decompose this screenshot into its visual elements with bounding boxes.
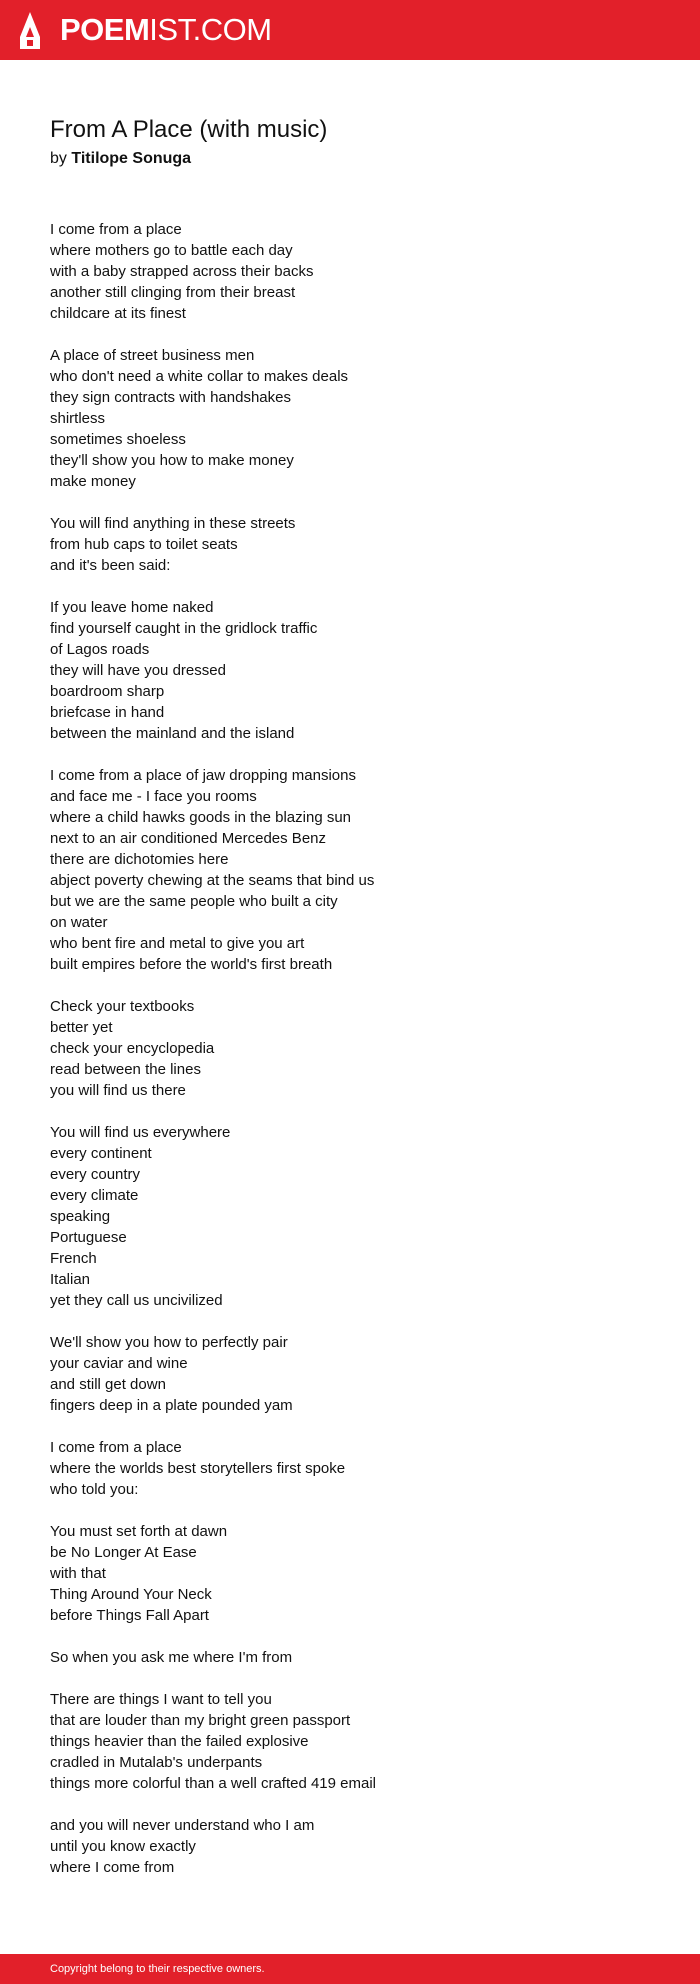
poem-line: there are dichotomies here	[50, 851, 229, 868]
poem-line: briefcase in hand	[50, 704, 165, 721]
site-logo[interactable]	[60, 12, 272, 48]
poem-line: things more colorful than a well crafted 419 email	[50, 1775, 377, 1792]
poem-line: with that	[50, 1565, 106, 1582]
poem-line: and still get down	[50, 1376, 166, 1393]
poem-line: Thing Around Your Neck	[50, 1586, 212, 1603]
poem-line: You will find us everywhere	[50, 1124, 231, 1141]
poem-line: where the worlds best storytellers first spoke	[50, 1460, 346, 1477]
poem-line: things heavier than the failed explosive	[50, 1733, 309, 1750]
poem-line: that are louder than my bright green passport	[50, 1712, 351, 1729]
poem-line: with a baby strapped across their backs	[50, 263, 314, 280]
poem-line: every continent	[50, 1145, 152, 1162]
author-name: Titilope Sonuga	[71, 150, 192, 167]
poem-line: shirtless	[50, 410, 106, 427]
poem-line: you will find us there	[50, 1082, 186, 1099]
poem-line: check your encyclopedia	[50, 1040, 215, 1057]
poem-stanza	[50, 1521, 650, 1626]
poem-body	[50, 219, 650, 1899]
poem-stanza	[50, 1689, 650, 1794]
poem-line: next to an air conditioned Mercedes Benz	[50, 830, 326, 847]
poem-line: between the mainland and the island	[50, 725, 295, 742]
poem-line: You must set forth at dawn	[50, 1523, 228, 1540]
poem-line: better yet	[50, 1019, 113, 1036]
poem-line: I come from a place	[50, 1439, 182, 1456]
poem-line: your caviar and wine	[50, 1355, 188, 1372]
poem-line: they sign contracts with handshakes	[50, 389, 291, 406]
poem-stanza	[50, 513, 650, 576]
pencil-tip-icon-graphic	[16, 11, 44, 51]
poem-line: yet they call us uncivilized	[50, 1292, 223, 1309]
poem-line: French	[50, 1250, 97, 1267]
poem-line: be No Longer At Ease	[50, 1544, 197, 1561]
poem-line: I come from a place of jaw dropping mansions	[50, 767, 356, 784]
poem-line: until you know exactly	[50, 1838, 196, 1855]
logo-light-text: IST.COM	[149, 12, 272, 47]
poem-stanza	[50, 1647, 650, 1668]
poem-line: who don't need a white collar to makes deals	[50, 368, 349, 385]
poem-line: abject poverty chewing at the seams that bind us	[50, 872, 375, 889]
poem-line: Italian	[50, 1271, 91, 1288]
poem-line: every country	[50, 1166, 141, 1183]
poem-line: boardroom sharp	[50, 683, 165, 700]
site-footer	[0, 1954, 700, 1984]
poem-line: they will have you dressed	[50, 662, 226, 679]
poem-line: of Lagos roads	[50, 641, 150, 658]
poem-line: before Things Fall Apart	[50, 1607, 209, 1624]
poem-line: sometimes shoeless	[50, 431, 186, 448]
poem-byline	[50, 148, 191, 170]
poem-line: and you will never understand who I am	[50, 1817, 315, 1834]
poem-stanza	[50, 1332, 650, 1416]
poem-line: find yourself caught in the gridlock traffic	[50, 620, 318, 637]
poem-line: where I come from	[50, 1859, 175, 1876]
poem-line: read between the lines	[50, 1061, 201, 1078]
poem-stanza	[50, 1122, 650, 1311]
poem-stanza	[50, 345, 650, 492]
poem-line: every climate	[50, 1187, 139, 1204]
poem-line: who told you:	[50, 1481, 139, 1498]
poem-line: and face me - I face you rooms	[50, 788, 257, 805]
poem-line: Check your textbooks	[50, 998, 195, 1015]
poem-stanza	[50, 597, 650, 744]
poem-line: where a child hawks goods in the blazing sun	[50, 809, 352, 826]
poem-line: and it's been said:	[50, 557, 171, 574]
poem-line: You will find anything in these streets	[50, 515, 296, 532]
poem-line: where mothers go to battle each day	[50, 242, 293, 259]
poem-line: So when you ask me where I'm from	[50, 1649, 293, 1666]
poem-line: but we are the same people who built a city	[50, 893, 338, 910]
poem-line: I come from a place	[50, 221, 182, 238]
poem-line: from hub caps to toilet seats	[50, 536, 238, 553]
copyright-text: Copyright belong to their respective owners.	[50, 1963, 265, 1975]
poem-line: fingers deep in a plate pounded yam	[50, 1397, 293, 1414]
poem-line: Portuguese	[50, 1229, 127, 1246]
poem-line: on water	[50, 914, 108, 931]
poem-line: There are things I want to tell you	[50, 1691, 272, 1708]
poem-line: built empires before the world's first breath	[50, 956, 333, 973]
poem-line: who bent fire and metal to give you art	[50, 935, 305, 952]
pencil-tip-icon[interactable]	[16, 11, 44, 51]
poem-stanza	[50, 765, 650, 975]
logo-strong-text: POEM	[60, 12, 150, 47]
poem-stanza	[50, 996, 650, 1101]
poem-line: A place of street business men	[50, 347, 255, 364]
poem-stanza	[50, 1815, 650, 1878]
poem-line: make money	[50, 473, 136, 490]
poem-line: they'll show you how to make money	[50, 452, 294, 469]
poem-line: If you leave home naked	[50, 599, 214, 616]
poem-title: From A Place (with music)	[50, 116, 328, 143]
poem-line: cradled in Mutalab's underpants	[50, 1754, 263, 1771]
poem-stanza	[50, 219, 650, 324]
poem-line: We'll show you how to perfectly pair	[50, 1334, 288, 1351]
poem-stanza	[50, 1437, 650, 1500]
poem-line: another still clinging from their breast	[50, 284, 296, 301]
site-header	[0, 0, 700, 60]
poem-line: childcare at its finest	[50, 305, 186, 322]
by-label: by	[50, 150, 67, 167]
poem-line: speaking	[50, 1208, 111, 1225]
